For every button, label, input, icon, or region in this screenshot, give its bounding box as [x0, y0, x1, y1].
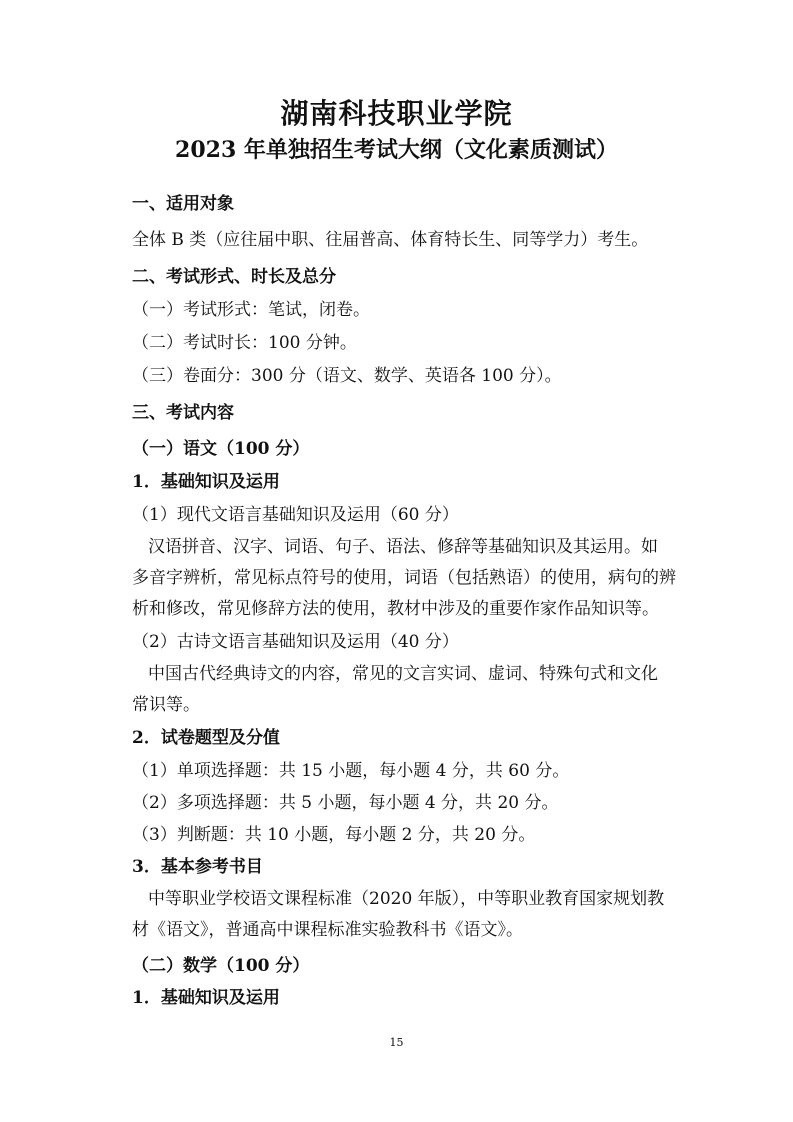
- paragraph-line: 析和修改，常见修辞方法的使用，教材中涉及的重要作家作品知识等。: [132, 599, 659, 619]
- subsection-heading: （二）数学（100 分）: [132, 956, 310, 976]
- item-heading: 1．基础知识及运用: [132, 988, 280, 1008]
- document-title: 湖南科技职业学院: [280, 97, 513, 130]
- subsection-heading: （一）语文（100 分）: [132, 439, 310, 459]
- list-item: （二）考试时长：100 分钟。: [132, 333, 357, 353]
- paragraph-line: 全体 B 类（应往届中职、往届普高、体育特长生、同等学力）考生。: [132, 230, 649, 250]
- document-subtitle: 2023 年单独招生考试大纲（文化素质测试）: [175, 137, 618, 163]
- list-item: （1）单项选择题：共 15 小题，每小题 4 分，共 60 分。: [132, 761, 570, 781]
- list-item: （2）多项选择题：共 5 小题，每小题 4 分，共 20 分。: [132, 793, 559, 813]
- list-item: （2）古诗文语言基础知识及运用（40 分）: [132, 632, 459, 652]
- item-heading: 3．基本参考书目: [132, 857, 263, 877]
- paragraph-line: 中等职业学校语文课程标准（2020 年版），中等职业教育国家规划教: [148, 889, 665, 909]
- paragraph-line: 汉语拼音、汉字、词语、句子、语法、修辞等基础知识及其运用。如: [148, 537, 658, 557]
- section-heading-1: 一、适用对象: [132, 194, 234, 214]
- paragraph-line: 中国古代经典诗文的内容，常见的文言实词、虚词、特殊句式和文化: [148, 664, 658, 684]
- paragraph-line: 材《语文》，普通高中课程标准实验教科书《语文》。: [132, 920, 523, 940]
- list-item: （一）考试形式：笔试，闭卷。: [132, 300, 370, 320]
- list-item: （三）卷面分：300 分（语文、数学、英语各 100 分）。: [132, 366, 562, 386]
- list-item: （3）判断题：共 10 小题，每小题 2 分，共 20 分。: [132, 825, 536, 845]
- list-item: （1）现代文语言基础知识及运用（60 分）: [132, 505, 459, 525]
- paragraph-line: 常识等。: [132, 695, 200, 715]
- paragraph-line: 多音字辨析，常见标点符号的使用，词语（包括熟语）的使用，病句的辨: [132, 568, 676, 588]
- item-heading: 1．基础知识及运用: [132, 472, 280, 492]
- section-heading-2: 二、考试形式、时长及总分: [132, 267, 336, 287]
- item-heading: 2．试卷题型及分值: [132, 728, 280, 748]
- section-heading-3: 三、考试内容: [132, 403, 234, 423]
- page-number: 15: [389, 1036, 404, 1049]
